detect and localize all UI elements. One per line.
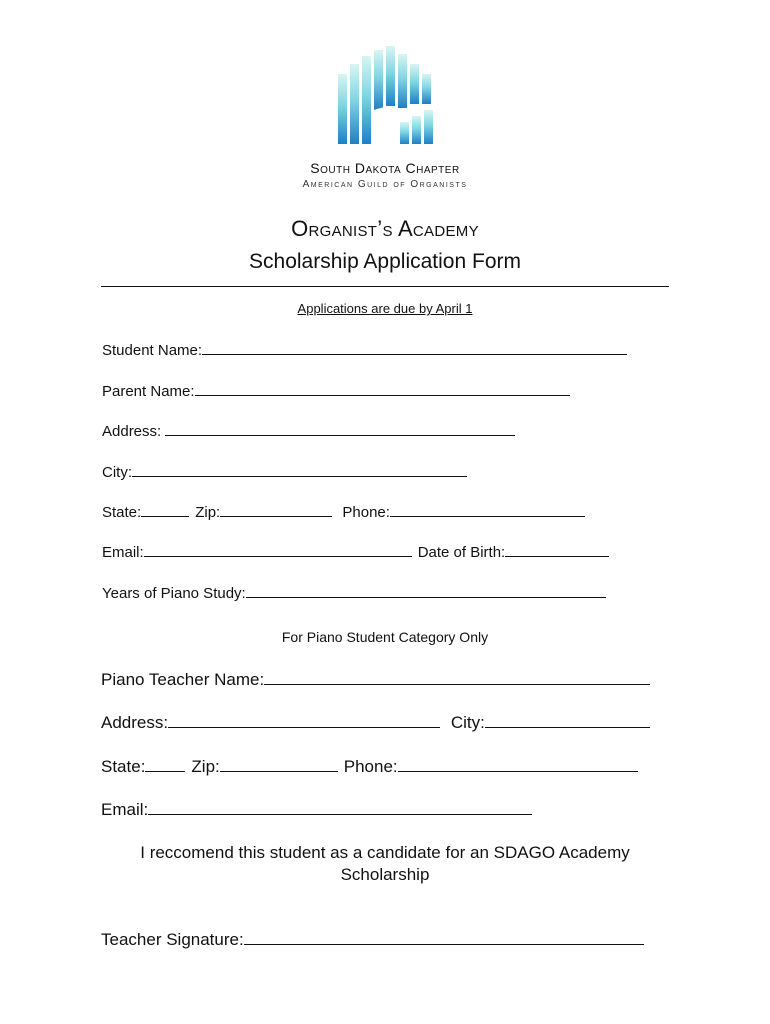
teacher-city-field[interactable]: [485, 711, 650, 728]
state-zip-phone-row: [102, 502, 591, 521]
student-name-row: [102, 340, 633, 359]
teacher-zip-field[interactable]: [220, 755, 338, 772]
city-field[interactable]: [132, 462, 467, 477]
teacher-name-field[interactable]: [264, 668, 650, 685]
teacher-signature-label: Teacher Signature:: [101, 930, 244, 949]
teacher-state-zip-phone-row: [101, 755, 644, 777]
teacher-email-row: [101, 798, 538, 820]
chapter-name: South Dakota Chapter: [310, 160, 460, 176]
teacher-state-label: State:: [101, 757, 146, 776]
city-row: [102, 462, 473, 481]
address-row: [102, 421, 521, 440]
teacher-signature-row: [101, 928, 650, 950]
chapter-logo: [334, 44, 438, 156]
email-dob-row: [102, 542, 615, 561]
teacher-email-field[interactable]: [148, 798, 532, 815]
phone-label: Phone:: [342, 504, 390, 521]
student-name-label: Student Name:: [102, 342, 203, 359]
parent-name-field[interactable]: [195, 381, 570, 396]
years-piano-row: [102, 583, 612, 602]
form-subtitle: Scholarship Application Form: [249, 250, 521, 273]
chapter-subtitle: American Guild of Organists: [302, 179, 468, 190]
phone-field[interactable]: [390, 502, 585, 517]
recommendation-statement: I reccomend this student as a candidate for an SDAGO Academy Scholarship: [140, 843, 630, 884]
teacher-email-label: Email:: [101, 800, 149, 819]
teacher-name-label: Piano Teacher Name:: [101, 670, 265, 689]
dob-field[interactable]: [505, 542, 609, 557]
teacher-address-row: [101, 711, 656, 733]
state-label: State:: [102, 504, 142, 521]
email-field[interactable]: [144, 542, 412, 557]
teacher-signature-field[interactable]: [244, 928, 644, 945]
teacher-address-label: Address:: [101, 713, 169, 732]
category-note: For Piano Student Category Only: [281, 629, 489, 645]
title-divider: [101, 286, 669, 287]
teacher-name-row: [101, 668, 656, 690]
teacher-address-field[interactable]: [168, 711, 440, 728]
student-name-field[interactable]: [202, 340, 627, 355]
teacher-zip-label: Zip:: [191, 757, 220, 776]
due-notice: Applications are due by April 1: [297, 301, 473, 316]
dob-label: Date of Birth:: [417, 544, 506, 561]
zip-label: Zip:: [195, 504, 221, 521]
city-label: City:: [102, 464, 132, 481]
parent-name-row: [102, 381, 576, 400]
email-label: Email:: [102, 544, 144, 561]
years-piano-field[interactable]: [246, 583, 606, 598]
address-label: Address:: [102, 423, 162, 440]
parent-name-label: Parent Name:: [102, 383, 195, 400]
teacher-phone-field[interactable]: [398, 755, 638, 772]
zip-field[interactable]: [220, 502, 332, 517]
teacher-state-field[interactable]: [145, 755, 185, 772]
form-title: Organist’s Academy: [291, 216, 479, 241]
state-field[interactable]: [141, 502, 189, 517]
years-piano-label: Years of Piano Study:: [102, 585, 246, 602]
teacher-phone-label: Phone:: [343, 757, 398, 776]
teacher-city-label: City:: [450, 713, 485, 732]
address-field[interactable]: [165, 421, 515, 436]
